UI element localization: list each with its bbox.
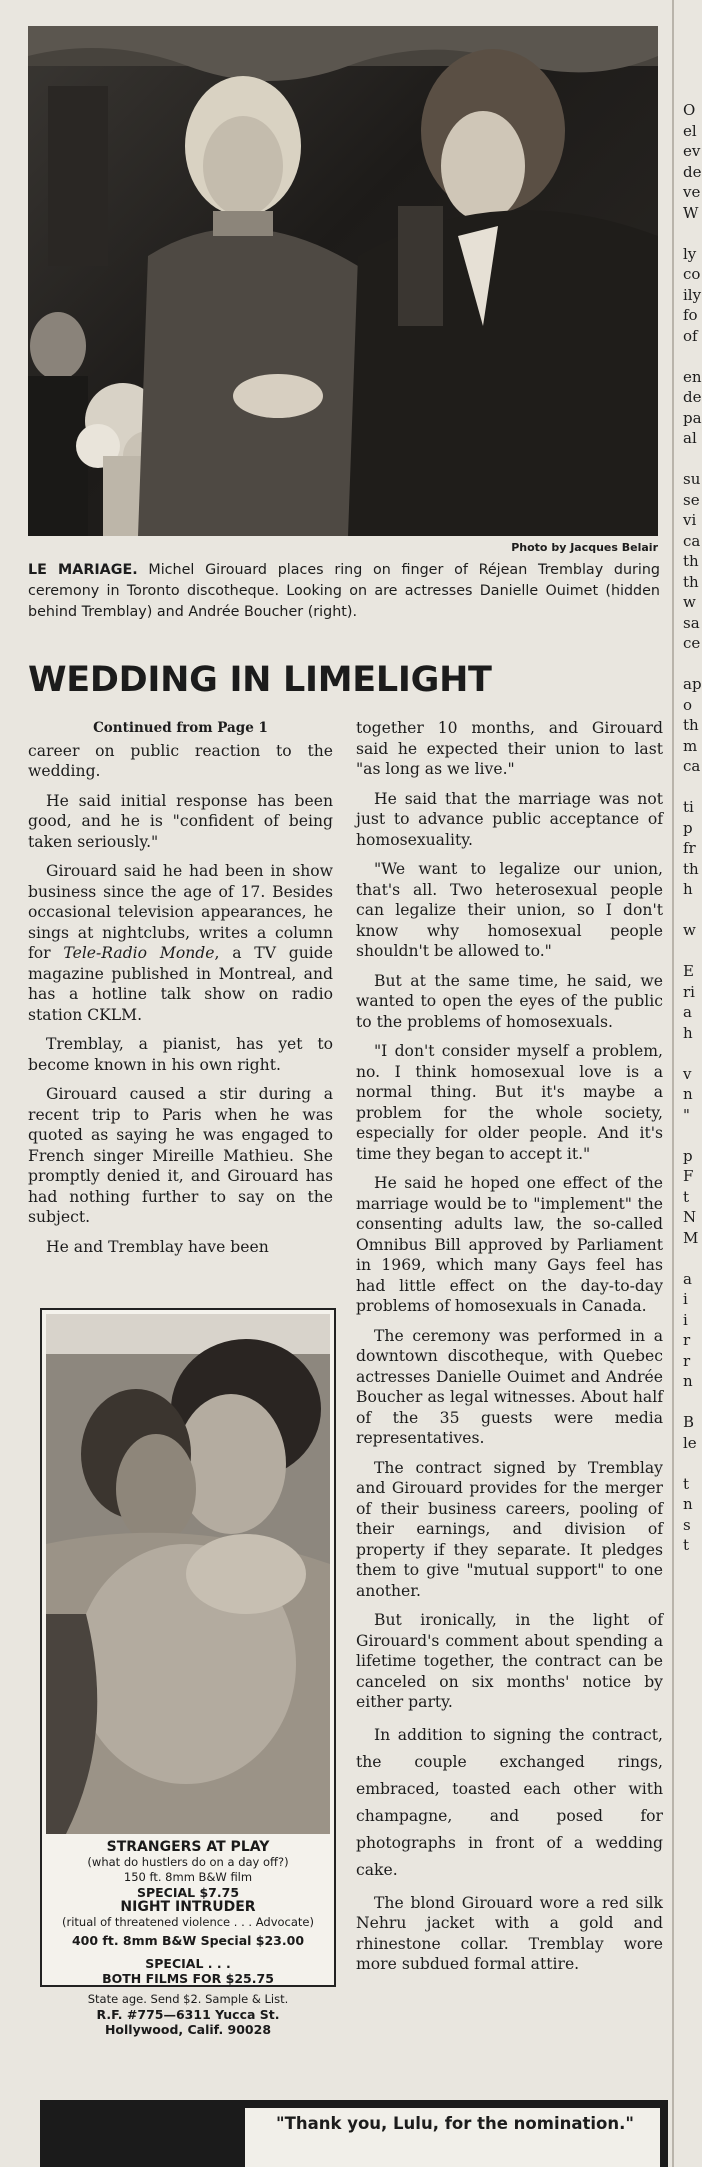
fragment-text [683,900,699,921]
fragment-text: el [683,121,697,140]
fragment-text: B [683,1413,695,1431]
fragment-text: " [683,1105,690,1124]
paragraph: He said initial response has been good, and he is "confident of being taken seriously." [28,791,333,851]
ad-special: SPECIAL . . . [145,1956,231,1971]
ad-both-films: BOTH FILMS FOR $25.75 [102,1971,274,1986]
fragment-text: se [683,490,700,509]
paragraph: career on public reaction to the wedding. [28,741,333,780]
fragment-text: ti [683,798,694,816]
fragment-text: s [683,1515,691,1534]
fragment-text: n [683,1085,693,1103]
fragment-text: ve [683,183,701,201]
paragraph: together 10 months, and Girouard said he expected their union to last "as long as we live." [356,719,663,778]
ad-film-title-2: NIGHT INTRUDER [120,1899,256,1915]
fragment-text: of [683,326,698,345]
paragraph: He said that the marriage was not just to advance public acceptance of homosexuality. [356,789,663,849]
banner-quote-box [245,2108,660,2167]
fragment-text: th [683,572,699,591]
article-headline: WEDDING IN LIMELIGHT [28,660,492,700]
fragment-text [683,1125,699,1146]
fragment-text: de [683,388,702,406]
ad-price-2: 400 ft. 8mm B&W Special $23.00 [71,1933,305,1948]
fragment-text [683,777,699,798]
banner-quote: "Thank you, Lulu, for the nomination." [276,2114,634,2133]
paragraph: "I don't consider myself a problem, no. I think homosexual love is a normal thing. But it's maybe a problem for the whole society, especially for older people. And it's time they began to accept it." [356,1042,663,1163]
paragraph-text: , a TV guide magazine published in Montreal, and has a hotline talk show on radio station CKLM. [28,944,333,1024]
fragment-text: th [683,552,699,570]
fragment-text: ev [683,142,701,160]
fragment-text: m [683,736,698,755]
ad-text [46,1840,330,2037]
fragment-text: sa [683,613,700,632]
photo-caption [28,560,660,623]
fragment-text [683,654,699,675]
ad-photo-illustration [46,1314,330,1834]
fragment-text: p [683,1146,693,1165]
paragraph-text: Girouard said he had been in show business since the age of 17. Besides occasional television appearances, he sings at nightclubs, writes a column for [28,862,333,962]
fragment-text: v [683,1064,692,1083]
ad-film-spec-1: 150 ft. 8mm B&W film [123,1870,253,1884]
fragment-text: ly [683,244,697,263]
ad-film-title-1: STRANGERS AT PLAY [106,1839,270,1855]
article-column-2 [356,718,663,1984]
fragment-text: ce [683,634,701,652]
fragment-text [683,1392,699,1413]
fragment-text: i [683,1290,688,1308]
wedding-photo [28,26,658,536]
fragment-text: h [683,1023,693,1042]
ad-address-2: Hollywood, Calif. 90028 [104,2022,272,2037]
fragment-text: r [683,1331,691,1349]
fragment-text: ap [683,675,702,693]
fragment-text: en [683,367,702,386]
paragraph: In addition to signing the contract, the couple exchanged rings, embraced, toasted each other with champagne, and posed for photographs in front of a wedding cake. [356,1725,663,1879]
fragment-text: w [683,921,696,939]
fragment-text: su [683,470,701,488]
fragment-text: F [683,1167,694,1185]
adjacent-column-fragment [683,100,702,1556]
fragment-text: t [683,1187,690,1206]
fragment-text [683,1453,699,1474]
fragment-text: o [683,695,693,714]
ad-address-1: R.F. #775—6311 Yucca St. [96,2007,280,2022]
ad-film-subtitle-2: (ritual of threatened violence . . . Advocate) [62,1915,314,1929]
paragraph [28,861,333,1025]
fragment-text: al [683,429,697,447]
fragment-text: i [683,1310,688,1329]
fragment-text: p [683,818,693,837]
paragraph: He said he hoped one effect of the marriage would be to "implement" the consenting adults law, the so-called Omnibus Bill approved by Parliament in 1969, which many Gays feel has had little effect on the day-to-day problems of homosexuals in Canada. [356,1174,663,1315]
paragraph: But ironically, in the light of Girouard's comment about spending a lifetime together, the contract can be canceled on six months' notice by either party. [356,1611,663,1711]
caption-body: Michel Girouard places ring on finger of Réjean Tremblay during ceremony in Toronto discotheque. Looking on are actresses Danielle Ouimet (hidden behind Tremblay) and Andrée Boucher (right). [28,562,660,620]
fragment-text [683,1043,699,1064]
fragment-text: O [683,101,696,119]
fragment-text: co [683,265,701,283]
fragment-text [683,1248,699,1269]
wedding-photo-illustration [28,26,658,536]
fragment-text: vi [683,511,697,529]
paragraph: The blond Girouard wore a red silk Nehru jacket with a gold and rhinestone collar. Tremblay wore more subdued formal attire. [356,1893,663,1973]
publication-name: Tele-Radio Monde [63,944,215,962]
caption-lead: LE MARIAGE. [28,562,138,578]
ad-state-age: State age. Send $2. Sample & List. [87,1992,289,2006]
fragment-text: fo [683,306,698,324]
fragment-text: a [683,1003,692,1021]
fragment-text: pa [683,408,702,427]
paragraph: But at the same time, he said, we wanted to open the eyes of the public to the problems of homosexuals. [356,971,663,1031]
fragment-text: ca [683,757,701,775]
fragment-text: M [683,1228,699,1247]
fragment-text: N [683,1208,697,1226]
fragment-text: ca [683,531,701,550]
bottom-ad-banner [40,2100,668,2167]
paragraph: "We want to legalize our union, that's all. Two heterosexual people can legalize their union, so I don't know why homosexual people shouldn't be allowed to." [356,860,663,960]
fragment-text: th [683,859,699,878]
fragment-text: de [683,162,702,181]
film-advertisement [40,1308,336,2037]
paragraph: The ceremony was performed in a downtown discotheque, with Quebec actresses Danielle Ouimet and Andrée Boucher as legal witnesses. About half of the 35 guests were media representatives. [356,1326,663,1447]
fragment-text [683,346,699,367]
fragment-text: t [683,1474,690,1493]
fragment-text [683,941,699,962]
fragment-text: w [683,593,696,611]
fragment-text: n [683,1372,693,1390]
column-divider [672,0,674,2167]
paragraph: Tremblay, a pianist, has yet to become known in his own right. [28,1035,333,1074]
fragment-text: th [683,716,699,734]
fragment-text: t [683,1536,690,1554]
fragment-text: E [683,962,694,980]
ad-film-subtitle-1: (what do hustlers do on a day off?) [87,1855,289,1869]
paragraph: The contract signed by Tremblay and Girouard provides for the merger of their business careers, pooling of their earnings, and division of property if they separate. It pledges them to give "mutual support" to one another. [356,1458,663,1600]
fragment-text: le [683,1433,697,1452]
continued-line: Continued from Page 1 [93,720,268,736]
paragraph: He and Tremblay have been [46,1237,269,1256]
article-column-1 [28,718,333,1266]
fragment-text [683,449,699,470]
fragment-text: h [683,880,693,898]
fragment-text [683,223,699,244]
paragraph: Girouard caused a stir during a recent trip to Paris when he was quoted as saying he was engaged to French singer Mireille Mathieu. She promptly denied it, and Girouard has had nothing further to say on the subject. [28,1085,333,1226]
fragment-text: n [683,1495,693,1513]
ad-photo [46,1314,330,1834]
ad-price-1: SPECIAL $7.75 [136,1885,240,1900]
fragment-text: r [683,1351,691,1370]
fragment-text: ily [683,285,702,304]
fragment-text: fr [683,839,696,857]
fragment-text: a [683,1269,692,1288]
fragment-text: ri [683,982,695,1001]
fragment-text: W [683,203,699,222]
photo-credit: Photo by Jacques Belair [511,541,658,554]
